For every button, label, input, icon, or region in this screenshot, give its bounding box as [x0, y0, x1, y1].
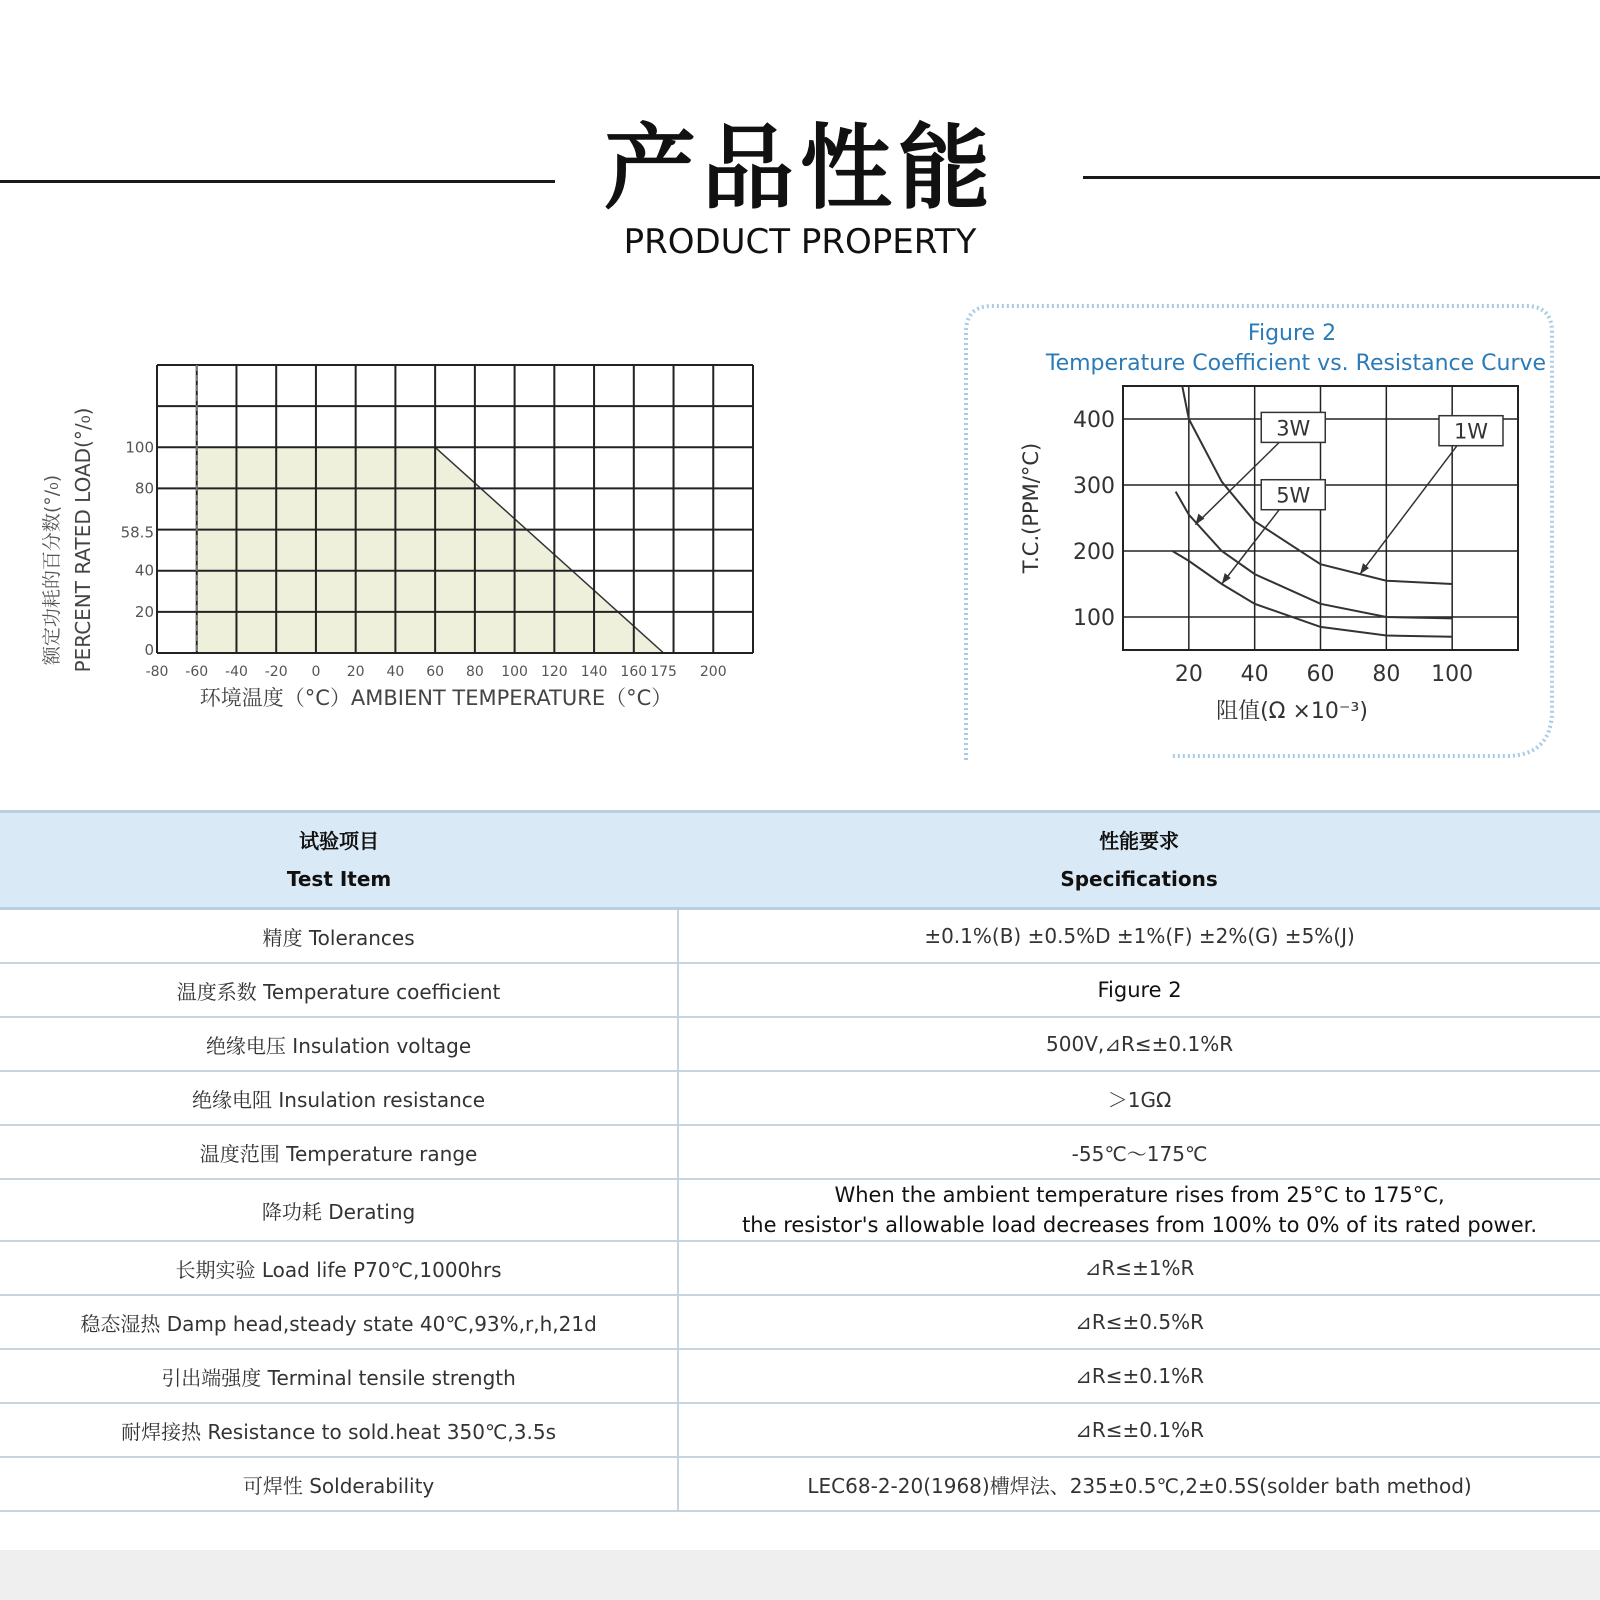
spec-cell: 500V,⊿R≤±0.1%R	[678, 1017, 1600, 1071]
tc-y-tick: 400	[1073, 408, 1115, 433]
spec-cell: ＞1GΩ	[678, 1071, 1600, 1125]
derating-y-tick: 40	[134, 561, 154, 580]
page-title-en: PRODUCT PROPERTY	[623, 222, 977, 262]
tc-x-tick: 80	[1372, 662, 1401, 687]
test-item-cell: 绝缘电阻 Insulation resistance	[0, 1071, 678, 1125]
table-row	[0, 1295, 1600, 1349]
spec-cell: ⊿R≤±0.1%R	[678, 1349, 1600, 1403]
derating-xlabel: 环境温度（°C）AMBIENT TEMPERATURE（°C）	[199, 686, 673, 710]
spec-table	[0, 810, 1600, 1512]
table-row	[0, 1071, 1600, 1125]
tc-x-tick: 20	[1174, 662, 1203, 687]
derating-x-tick: 120	[540, 664, 568, 680]
tc-chart	[960, 300, 1580, 770]
derating-y-tick: 58.5	[120, 523, 154, 542]
test-item-cell: 温度系数 Temperature coefficient	[0, 963, 678, 1017]
tc-leader-5w	[1222, 510, 1280, 584]
spec-cell: ⊿R≤±0.1%R	[678, 1403, 1600, 1457]
spec-line-2: the resistor's allowable load decreases from 100% to 0% of its rated power.	[742, 1213, 1538, 1237]
tc-series-label-5w: 5W	[1276, 483, 1311, 508]
header-specifications	[678, 812, 1600, 909]
table-row	[0, 1017, 1600, 1071]
derating-x-tick: -20	[264, 664, 288, 680]
table-row	[0, 963, 1600, 1017]
test-item-cell: 降功耗 Derating	[0, 1179, 678, 1241]
spec-cell: ⊿R≤±1%R	[678, 1241, 1600, 1295]
derating-y-tick: 80	[134, 479, 154, 498]
page-title-cn: 产品性能	[603, 115, 996, 222]
spec-cell: ⊿R≤±0.5%R	[678, 1295, 1600, 1349]
table-row	[0, 909, 1600, 964]
tc-series-label-1w: 1W	[1453, 419, 1489, 444]
tc-curve-3w	[1176, 492, 1453, 619]
derating-x-tick: 80	[465, 664, 484, 680]
test-item-cell: 可焊性 Solderability	[0, 1457, 678, 1511]
spec-cell: ±0.1%(B) ±0.5%D ±1%(F) ±2%(G) ±5%(J)	[678, 909, 1600, 964]
test-item-cell: 耐焊接热 Resistance to sold.heat 350℃,3.5s	[0, 1403, 678, 1457]
tc-ylabel: T.C.(PPM/°C)	[1019, 442, 1043, 574]
tc-x-tick: 40	[1240, 662, 1269, 687]
header-spec-cn: 性能要求	[1099, 829, 1180, 853]
table-row	[0, 1179, 1600, 1241]
header-spec-en: Specifications	[1060, 867, 1218, 891]
table-row	[0, 1403, 1600, 1457]
tc-title-line1: Figure 2	[1247, 321, 1337, 346]
derating-x-tick: -40	[225, 664, 248, 680]
derating-x-tick: 60	[426, 664, 445, 680]
header-test-item	[0, 812, 678, 909]
derating-y-tick: 20	[134, 602, 154, 621]
derating-x-tick: 20	[346, 664, 365, 680]
spec-line-1: When the ambient temperature rises from 25°C to 175°C,	[834, 1183, 1445, 1207]
tc-title-line2: Temperature Coefficient vs. Resistance Curve	[1045, 351, 1547, 376]
test-item-cell: 精度 Tolerances	[0, 909, 678, 964]
derating-x-tick: -80	[145, 664, 169, 680]
tc-curve-5w	[1172, 551, 1452, 637]
test-item-cell: 长期实验 Load life P70℃,1000hrs	[0, 1241, 678, 1295]
spec-cell: -55℃～175℃	[678, 1125, 1600, 1179]
spec-cell: LEC68-2-20(1968)槽焊法、235±0.5℃,2±0.5S(solder bath method)	[678, 1457, 1600, 1511]
table-header-row	[0, 812, 1600, 909]
derating-y-tick: 100	[125, 438, 154, 457]
derating-x-tick: 200	[699, 664, 727, 680]
derating-x-tick: 100	[501, 664, 528, 680]
derating-y-tick: 0	[144, 641, 154, 659]
table-row	[0, 1241, 1600, 1295]
derating-x-tick: 175	[650, 664, 677, 680]
derating-chart	[0, 330, 790, 730]
test-item-cell: 稳态湿热 Damp head,steady state 40℃,93%,r,h,21d	[0, 1295, 678, 1349]
spec-cell	[678, 1179, 1600, 1241]
derating-x-tick: 140	[580, 664, 608, 680]
test-item-cell: 温度范围 Temperature range	[0, 1125, 678, 1179]
tc-series-label-3w: 3W	[1276, 416, 1311, 441]
tc-y-tick: 100	[1073, 606, 1115, 631]
tc-x-tick: 60	[1306, 662, 1335, 687]
test-item-cell: 绝缘电压 Insulation voltage	[0, 1017, 678, 1071]
tc-x-tick: 100	[1431, 662, 1474, 687]
derating-ylabel-en: PERCENT RATED LOAD(°/₀)	[71, 407, 95, 673]
derating-ylabel-cn: 额定功耗的百分数(°/₀)	[41, 474, 63, 666]
tc-y-tick: 300	[1073, 474, 1115, 499]
tc-xlabel: 阻值(Ω ×10⁻³)	[1216, 699, 1368, 724]
spec-cell: Figure 2	[678, 963, 1600, 1017]
tc-leader-1w	[1360, 446, 1457, 574]
table-row	[0, 1125, 1600, 1179]
header-test-item-en: Test Item	[286, 867, 392, 891]
derating-x-tick: 160	[620, 664, 648, 680]
table-row	[0, 1457, 1600, 1511]
header-test-item-cn: 试验项目	[299, 829, 380, 853]
test-item-cell: 引出端强度 Terminal tensile strength	[0, 1349, 678, 1403]
tc-y-tick: 200	[1073, 540, 1115, 565]
tc-arrowhead-3w	[1195, 514, 1204, 525]
footer-band	[0, 1550, 1600, 1600]
table-row	[0, 1349, 1600, 1403]
derating-x-tick: -60	[185, 664, 209, 680]
derating-x-tick: 40	[386, 664, 405, 680]
derating-x-tick: 0	[311, 664, 321, 680]
